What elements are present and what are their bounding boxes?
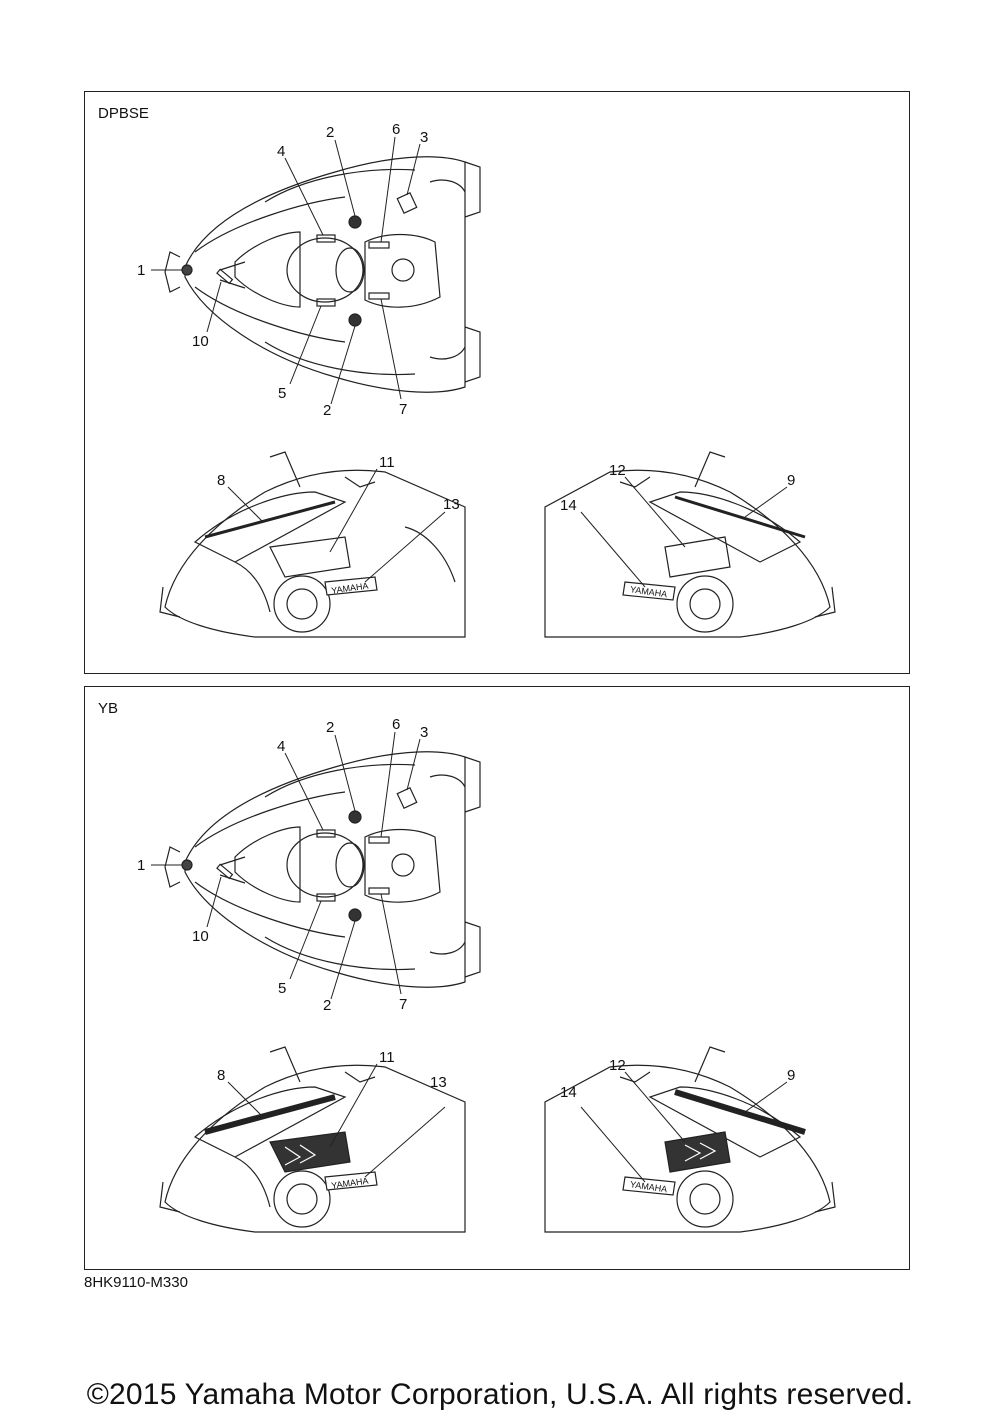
diagram-panel-dpbse xyxy=(84,91,910,674)
callout-7: 7 xyxy=(399,996,408,1013)
leader-lines-right xyxy=(581,477,787,587)
callout-14: 14 xyxy=(560,497,577,514)
watercraft-illustration xyxy=(85,687,911,1271)
panel-label: DPBSE xyxy=(98,105,149,122)
callout-9: 9 xyxy=(787,472,796,489)
callout-1: 1 xyxy=(137,262,146,279)
leader-lines-left xyxy=(228,469,445,582)
callout-1: 1 xyxy=(137,857,146,874)
callout-10: 10 xyxy=(192,928,209,945)
callout-2-bottom: 2 xyxy=(323,997,332,1014)
callout-14: 14 xyxy=(560,1084,577,1101)
callout-13: 13 xyxy=(430,1074,447,1091)
callout-6: 6 xyxy=(392,716,401,733)
callout-10: 10 xyxy=(192,333,209,350)
left-side-view xyxy=(160,452,465,637)
callout-3: 3 xyxy=(420,129,429,146)
watercraft-illustration xyxy=(85,92,911,675)
callout-3: 3 xyxy=(420,724,429,741)
yamaha-decal-left: YAMAHA xyxy=(330,1175,370,1191)
copyright-notice: ©2015 Yamaha Motor Corporation, U.S.A. All rights reserved. xyxy=(86,1378,914,1411)
drawing-code: 8HK9110-M330 xyxy=(84,1274,188,1291)
callout-2-top: 2 xyxy=(326,124,335,141)
callout-11: 11 xyxy=(379,454,395,471)
callout-2-bottom: 2 xyxy=(323,402,332,419)
callout-5: 5 xyxy=(278,385,287,402)
callout-8: 8 xyxy=(217,1067,226,1084)
callout-9: 9 xyxy=(787,1067,796,1084)
callout-5: 5 xyxy=(278,980,287,997)
callout-numbers xyxy=(137,716,795,1101)
callout-12: 12 xyxy=(609,1057,626,1074)
callout-7: 7 xyxy=(399,401,408,418)
top-view-hull xyxy=(165,752,480,987)
yamaha-decal-right: YAMAHA xyxy=(629,1179,668,1195)
callout-4: 4 xyxy=(277,738,286,755)
callout-6: 6 xyxy=(392,121,401,138)
panel-label: YB xyxy=(98,700,119,717)
top-view-hull xyxy=(165,157,480,392)
yamaha-decal-right: YAMAHA xyxy=(629,584,668,600)
callout-8: 8 xyxy=(217,472,226,489)
diagram-panel-yb xyxy=(84,686,910,1270)
left-side-view xyxy=(160,1047,465,1232)
callout-11: 11 xyxy=(379,1049,395,1066)
callout-2-top: 2 xyxy=(326,719,335,736)
yamaha-decal-left: YAMAHA xyxy=(330,580,370,596)
callout-12: 12 xyxy=(609,462,626,479)
callout-numbers xyxy=(137,121,795,514)
callout-4: 4 xyxy=(277,143,286,160)
callout-13: 13 xyxy=(443,496,460,513)
